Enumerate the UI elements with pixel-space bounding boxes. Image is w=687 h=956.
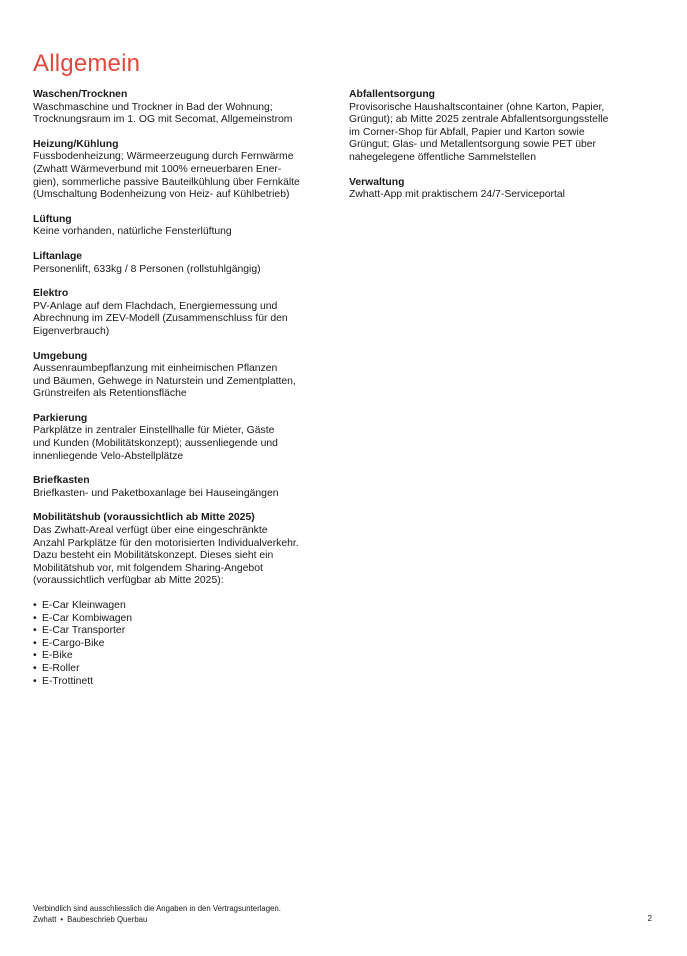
section-text: Parkplätze in zentraler Einstellhalle für Mieter, Gäste und Kunden (Mobilitätskonzept); aussenliegende und innenliegende Velo-Abstellplätze	[33, 425, 278, 462]
section-heading: Liftanlage	[33, 250, 83, 262]
list-item: • E-Trottinett	[33, 676, 333, 689]
section-text: Fussbodenheizung; Wärmeerzeugung durch Fernwärme (Zwhatt Wärmeverbund mit 100% erneuerbaren Ener- gien), sommerliche passive Bauteilkühlung über Fernkälte (Umschaltung Bodenheizung von Heiz- auf Kühlbetrieb)	[33, 151, 300, 201]
list-item: • E-Car Kombiwagen	[33, 613, 333, 626]
section-text: Personenlift, 633kg / 8 Personen (rollstuhlgängig)	[33, 263, 261, 275]
section-text: Zwhatt-App mit praktischem 24/7-Serviceportal	[349, 189, 565, 201]
section-parkierung	[33, 413, 333, 463]
section-heading: Abfallentsorgung	[349, 89, 436, 100]
left-column	[33, 89, 333, 700]
list-item: • E-Roller	[33, 663, 333, 676]
footer-brand: Zwhatt	[33, 915, 57, 924]
section-text: Keine vorhanden, natürliche Fensterlüftung	[33, 226, 232, 238]
section-heading: Heizung/Kühlung	[33, 138, 119, 150]
footer-document-line	[33, 914, 281, 925]
page-number: 2	[647, 914, 652, 923]
sharing-list	[33, 600, 333, 688]
section-heading: Parkierung	[33, 412, 88, 424]
section-text: PV-Anlage auf dem Flachdach, Energiemessung und Abrechnung im ZEV-Modell (Zusammenschluss für den Eigenverbrauch)	[33, 300, 288, 337]
section-briefkasten	[33, 475, 333, 500]
list-item: • E-Car Kleinwagen	[33, 600, 333, 613]
section-verwaltung	[349, 177, 654, 202]
section-waschen-trocknen	[33, 89, 333, 127]
section-abfallentsorgung	[349, 89, 654, 165]
footer-document: Baubeschrieb Querbau	[67, 915, 148, 924]
page-title: Allgemein	[33, 50, 141, 77]
section-text: Provisorische Haushaltscontainer (ohne Karton, Papier, Grüngut); ab Mitte 2025 zentrale Abfallentsorgungsstelle im Corner-Shop für Abfall, Papier und Karton sowie Grüngut; Glas- und Metallentsorgung sowie PET über nahegelegene öffentliche Sammelstellen	[349, 101, 609, 163]
section-text: Briefkasten- und Paketboxanlage bei Hauseingängen	[33, 487, 279, 499]
section-heading: Briefkasten	[33, 475, 90, 487]
right-column	[349, 89, 654, 214]
section-heading: Mobilitätshub (voraussichtlich ab Mitte 2025)	[33, 512, 255, 524]
footer	[33, 903, 281, 925]
section-heading: Waschen/Trocknen	[33, 89, 128, 100]
section-elektro	[33, 288, 333, 338]
section-text: Das Zwhatt-Areal verfügt über eine eingeschränkte Anzahl Parkplätze für den motorisierten Individualverkehr. Dazu besteht ein Mobilitätskonzept. Dieses sieht ein Mobilitätshub vor, mit folgendem Sharing-Angebot (voraussichtlich verfügbar ab Mitte 2025):	[33, 525, 299, 587]
list-item: • E-Cargo-Bike	[33, 638, 333, 651]
footer-disclaimer: Verbindlich sind ausschliesslich die Angaben in den Vertragsunterlagen.	[33, 904, 281, 913]
section-lueftung	[33, 214, 333, 239]
section-mobilitaetshub	[33, 512, 333, 688]
section-heading: Elektro	[33, 288, 69, 300]
section-text: Aussenraumbepflanzung mit einheimischen Pflanzen und Bäumen, Gehwege in Naturstein und Zementplatten, Grünstreifen als Retentionsfläche	[33, 363, 296, 400]
section-heading: Umgebung	[33, 350, 88, 362]
list-item: • E-Car Transporter	[33, 625, 333, 638]
section-heading: Verwaltung	[349, 176, 405, 188]
section-text: Waschmaschine und Trockner in Bad der Wohnung; Trocknungsraum im 1. OG mit Secomat, Allgemeinstrom	[33, 101, 293, 126]
section-liftanlage	[33, 251, 333, 276]
section-umgebung	[33, 351, 333, 401]
list-item: • E-Bike	[33, 650, 333, 663]
section-heizung-kuehlung	[33, 139, 333, 202]
footer-separator: •	[60, 915, 64, 924]
section-heading: Lüftung	[33, 213, 72, 225]
